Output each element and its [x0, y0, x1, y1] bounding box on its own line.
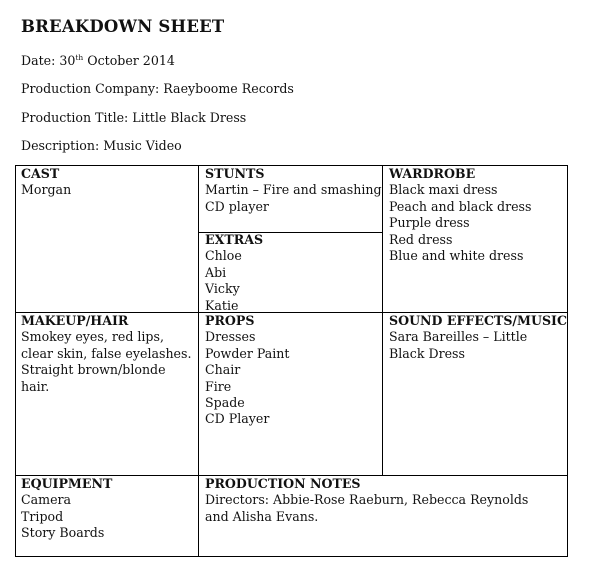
production-notes-cell: [205, 476, 540, 525]
stunts-item: CD player: [205, 198, 269, 214]
wardrobe-item: Peach and black dress: [389, 198, 532, 214]
stunts-cell: [205, 166, 380, 215]
extras-item: Abi: [205, 264, 227, 280]
date-prefix: Date: 30: [21, 53, 76, 68]
props-item: Spade: [205, 395, 245, 411]
cast-item: Morgan: [21, 182, 72, 198]
description-line: Description: Music Video: [21, 138, 182, 153]
date-ordinal-suffix: th: [75, 53, 84, 62]
production-company-line: Production Company: Raeyboome Records: [21, 81, 294, 96]
breakdown-table: [15, 165, 568, 557]
equipment-cell: [21, 476, 193, 542]
makeup-hair-heading: MAKEUP/HAIR: [21, 313, 129, 328]
props-item: Fire: [205, 378, 232, 394]
extras-heading: EXTRAS: [205, 232, 264, 247]
wardrobe-heading: WARDROBE: [389, 166, 476, 181]
props-item: Chair: [205, 362, 241, 378]
stunts-item: Martin – Fire and smashing: [205, 182, 382, 198]
props-cell: [205, 313, 380, 428]
extras-item: Vicky: [205, 281, 240, 297]
makeup-hair-cell: [21, 313, 193, 395]
production-title-line: Production Title: Little Black Dress: [21, 110, 247, 125]
wardrobe-item: Red dress: [389, 231, 453, 247]
props-heading: PROPS: [205, 313, 255, 328]
date-line: [21, 53, 175, 68]
date-rest: October 2014: [83, 53, 175, 68]
extras-item: Katie: [205, 297, 239, 313]
props-item: CD Player: [205, 411, 270, 427]
sound-effects-music-notes: Sara Bareilles – Little Black Dress: [389, 329, 528, 361]
sound-effects-music-heading: SOUND EFFECTS/MUSIC: [389, 313, 567, 328]
document-title: BREAKDOWN SHEET: [21, 17, 225, 36]
wardrobe-item: Black maxi dress: [389, 182, 498, 198]
wardrobe-cell: [389, 166, 565, 264]
equipment-item: Tripod: [21, 508, 64, 524]
cast-cell: [21, 166, 193, 199]
props-item: Dresses: [205, 329, 256, 345]
equipment-item: Camera: [21, 492, 72, 508]
props-item: Powder Paint: [205, 345, 290, 361]
equipment-item: Story Boards: [21, 525, 105, 541]
sound-effects-music-cell: [389, 313, 567, 362]
production-notes-text: Directors: Abbie-Rose Raeburn, Rebecca Reynolds and Alisha Evans.: [205, 492, 529, 524]
table-border-bottom: [15, 556, 568, 557]
wardrobe-item: Blue and white dress: [389, 248, 524, 264]
column-divider-1: [198, 165, 199, 557]
table-border-left: [15, 165, 16, 557]
extras-item: Chloe: [205, 248, 242, 264]
stunts-heading: STUNTS: [205, 166, 265, 181]
column-divider-2: [382, 165, 383, 475]
production-notes-heading: PRODUCTION NOTES: [205, 476, 361, 491]
extras-cell: [205, 232, 380, 314]
table-border-right: [567, 165, 568, 557]
equipment-heading: EQUIPMENT: [21, 476, 113, 491]
wardrobe-item: Purple dress: [389, 215, 470, 231]
cast-heading: CAST: [21, 166, 60, 181]
makeup-hair-notes: Smokey eyes, red lips, clear skin, false eyelashes. Straight brown/blonde hair.: [21, 329, 192, 394]
